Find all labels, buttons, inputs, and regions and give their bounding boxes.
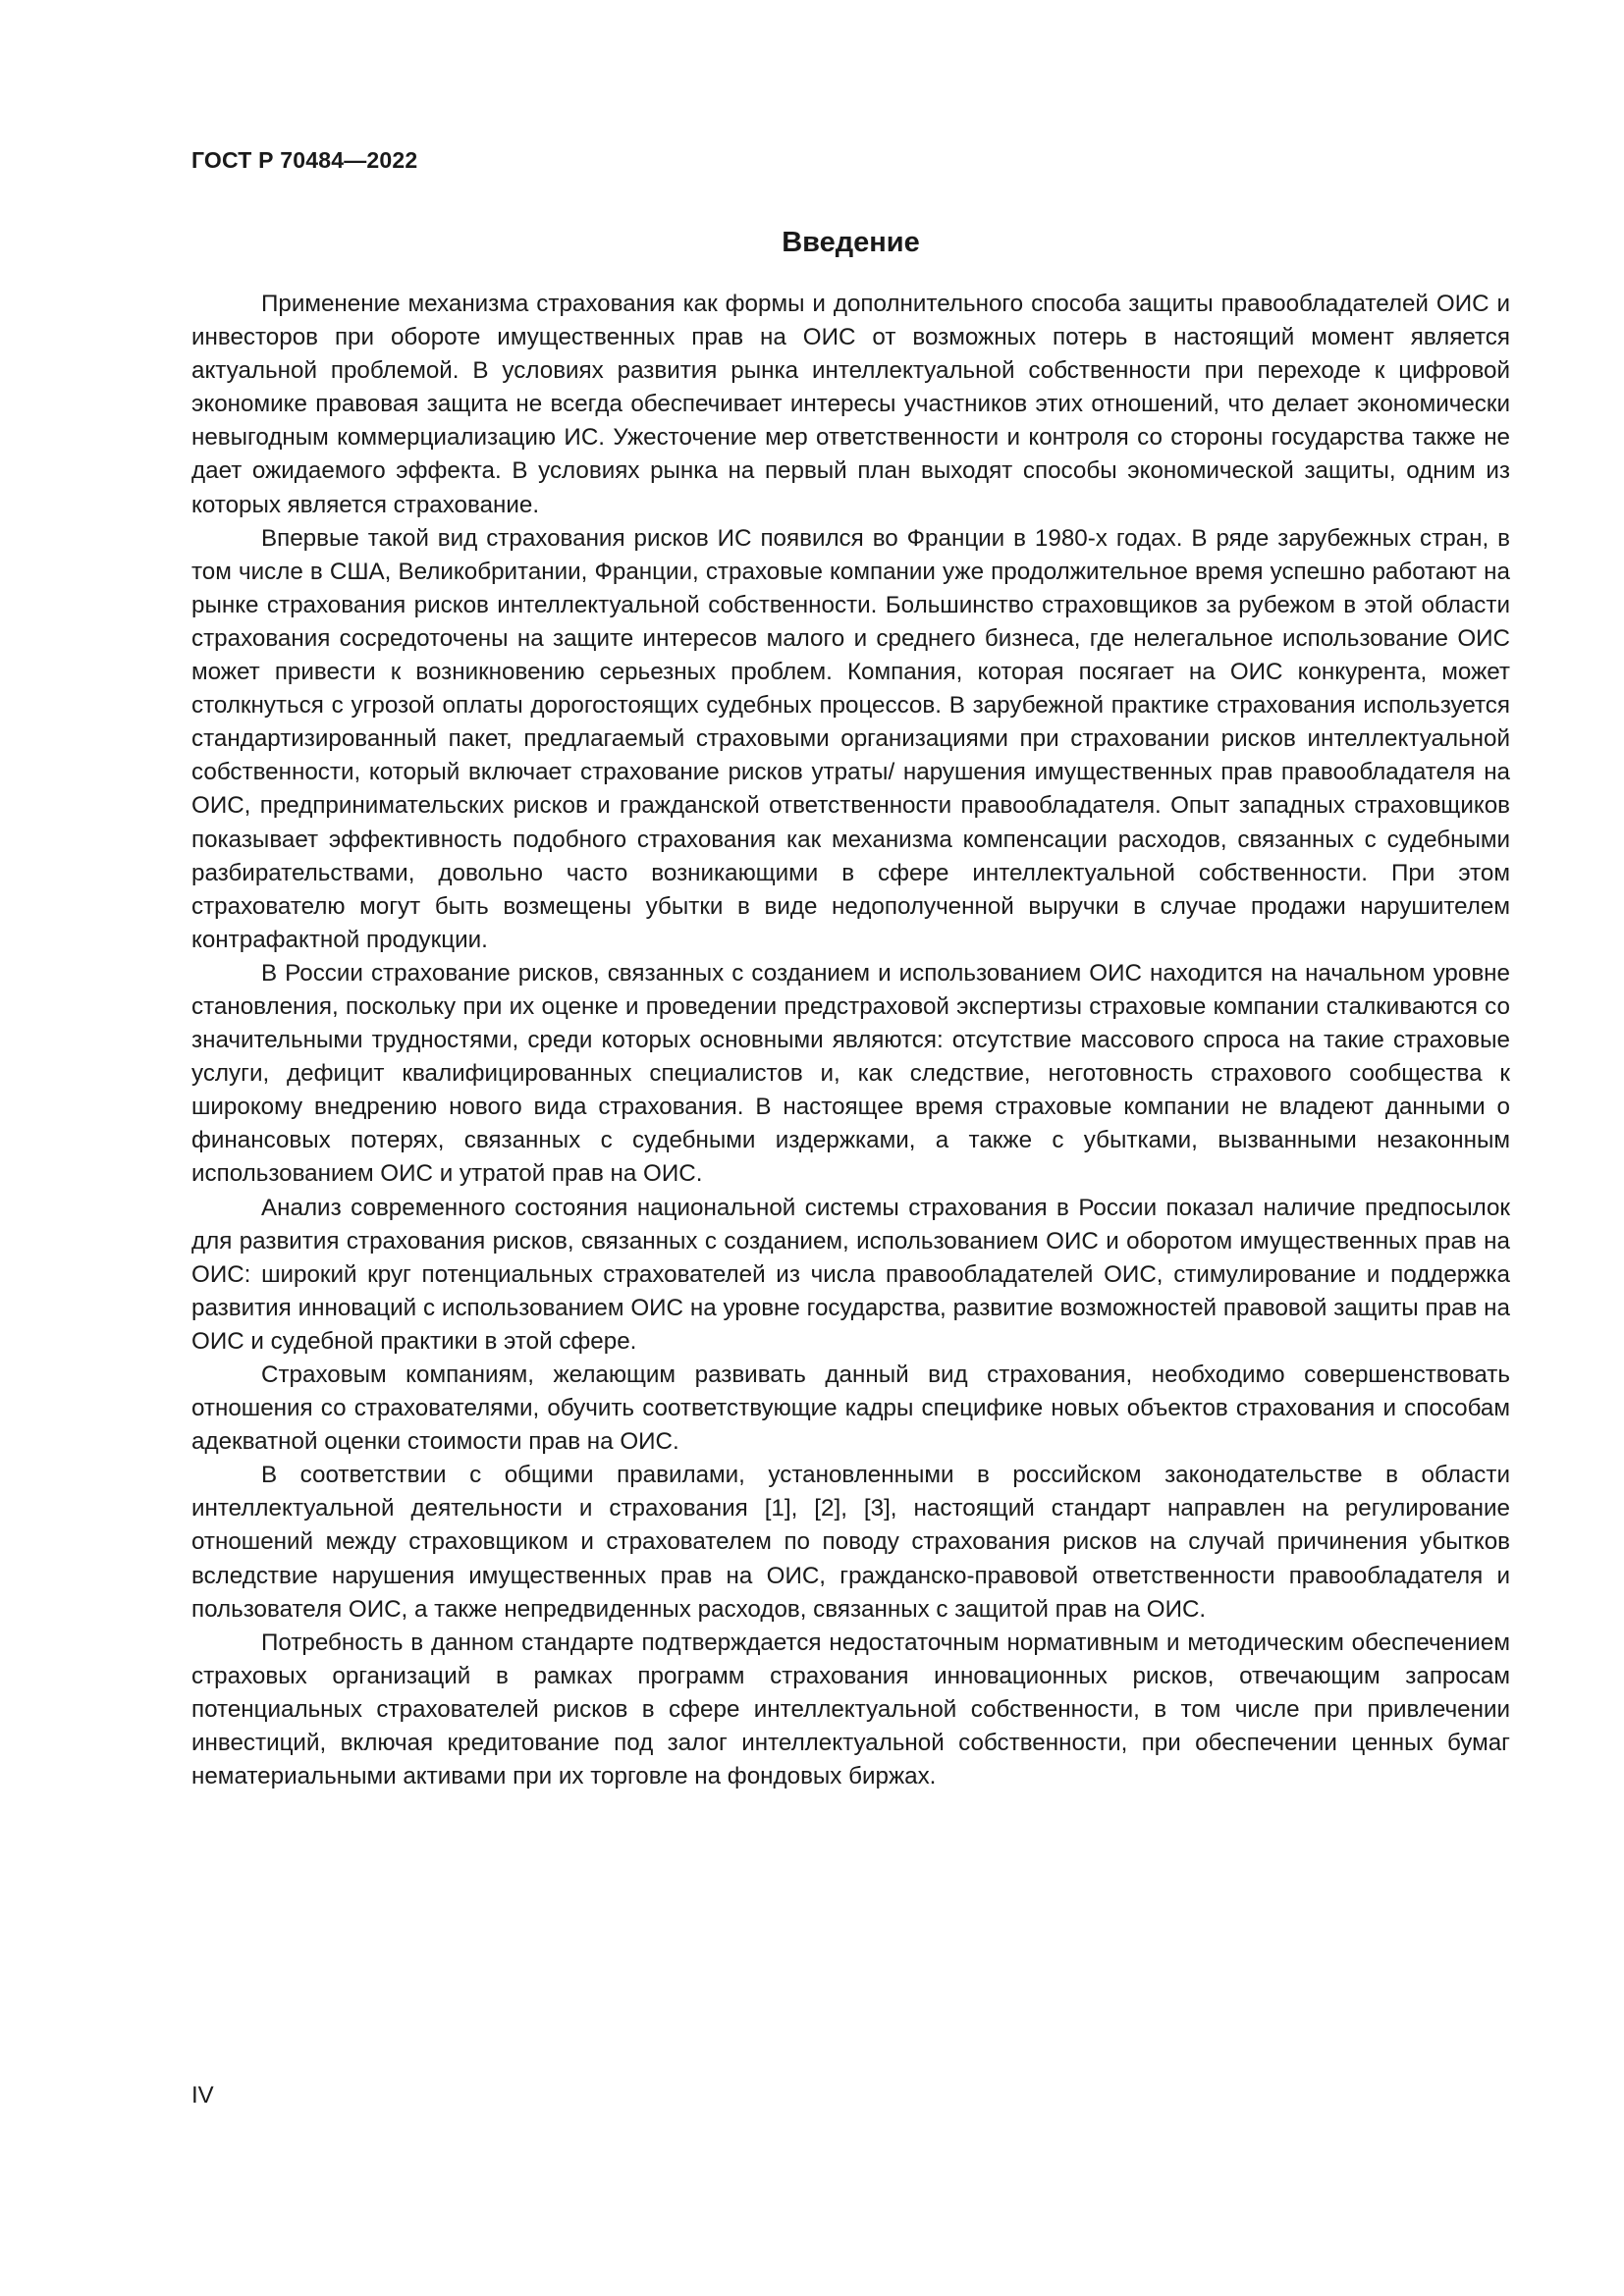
paragraph: Применение механизма страхования как формы и дополнительного способа защиты правообладателей ОИС и инвесторов при обороте имущественных прав на ОИС от возможных потерь в настоящий момент является актуальной проблемой. В условиях развития рынка интеллектуальной собственности при переходе к цифровой экономике правовая защита не всегда обеспечивает интересы участников этих отношений, что делает экономически невыгодным коммерциализацию ИС. Ужесточение мер ответственности и контроля со стороны государства также не дает ожидаемого эффекта. В условиях рынка на первый план выходят способы экономической защиты, одним из которых является страхование. — [191, 291, 1510, 518]
paragraph: Анализ современного состояния национальной системы страхования в России показал наличие предпосылок для развития страхования рисков, связанных с созданием, использованием ОИС и оборотом имущественных прав на ОИС: широкий круг потенциальных страхователей из числа правообладателей ОИС, стимулирование и поддержка развития инноваций с использованием ОИС на уровне государства, развитие возможностей правовой защиты прав на ОИС и судебной практики в этой сфере. — [191, 1194, 1510, 1355]
page-number: IV — [191, 2082, 214, 2109]
section-title: Введение — [782, 227, 920, 258]
paragraph: Потребность в данном стандарте подтверждается недостаточным нормативным и методическим обеспечением страховых организаций в рамках программ страхования инновационных рисков, отвечающим запросам потенциальных страхователей рисков в сфере интеллектуальной собственности, в том числе при привлечении инвестиций, включая кредитование под залог интеллектуальной собственности, при обеспечении ценных бумаг нематериальными активами при их торговле на фондовых биржах. — [191, 1629, 1510, 1790]
document-header: ГОСТ Р 70484—2022 — [191, 147, 418, 173]
paragraph: В соответствии с общими правилами, установленными в российском законодательстве в области интеллектуальной деятельности и страхования [1], [2], [3], настоящий стандарт направлен на регулирование отношений между страховщиком и страхователем по поводу страхования рисков на случай причинения убытков вследствие нарушения имущественных прав на ОИС, гражданско-правовой ответственности правообладателя и пользователя ОИС, а также непредвиденных расходов, связанных с защитой прав на ОИС. — [191, 1462, 1510, 1623]
paragraph: В России страхование рисков, связанных с созданием и использованием ОИС находится на начальном уровне становления, поскольку при их оценке и проведении предстраховой экспертизы страховые компании сталкиваются со значительными трудностями, среди которых основными являются: отсутствие массового спроса на такие страховые услуги, дефицит квалифицированных специалистов и, как следствие, неготовность страхового сообщества к широкому внедрению нового вида страхования. В настоящее время страховые компании не владеют данными о финансовых потерях, связанных с судебными издержками, а также с убытками, вызванными незаконным использованием ОИС и утратой прав на ОИС. — [191, 959, 1510, 1188]
paragraph: Впервые такой вид страхования рисков ИС появился во Франции в 1980-х годах. В ряде зарубежных стран, в том числе в США, Великобритании, Франции, страховые компании уже продолжительное время успешно работают на рынке страхования рисков интеллектуальной собственности. Большинство страховщиков за рубежом в этой области страхования сосредоточены на защите интересов малого и среднего бизнеса, где нелегальное использование ОИС может привести к возникновению серьезных проблем. Компания, которая посягает на ОИС конкурента, может столкнуться с угрозой оплаты дорогостоящих судебных процессов. В зарубежной практике страхования используется стандартизированный пакет, предлагаемый страховыми организациями при страховании рисков интеллектуальной собственности, который включает страхование рисков утраты/ нарушения имущественных прав правообладателя на ОИС, предпринимательских рисков и гражданской ответственности правообладателя. Опыт западных страховщиков показывает эффективность подобного страхования как механизма компенсации расходов, связанных с судебными разбирательствами, довольно часто возникающими в сфере интеллектуальной собственности. При этом страхователю могут быть возмещены убытки в виде недополученной выручки в случае продажи нарушителем контрафактной продукции. — [191, 524, 1510, 953]
document-body — [191, 288, 1510, 1793]
paragraph: Страховым компаниям, желающим развивать данный вид страхования, необходимо совершенствовать отношения со страхователями, обучить соответствующие кадры специфике новых объектов страхования и способам адекватной оценки стоимости прав на ОИС. — [191, 1362, 1510, 1456]
